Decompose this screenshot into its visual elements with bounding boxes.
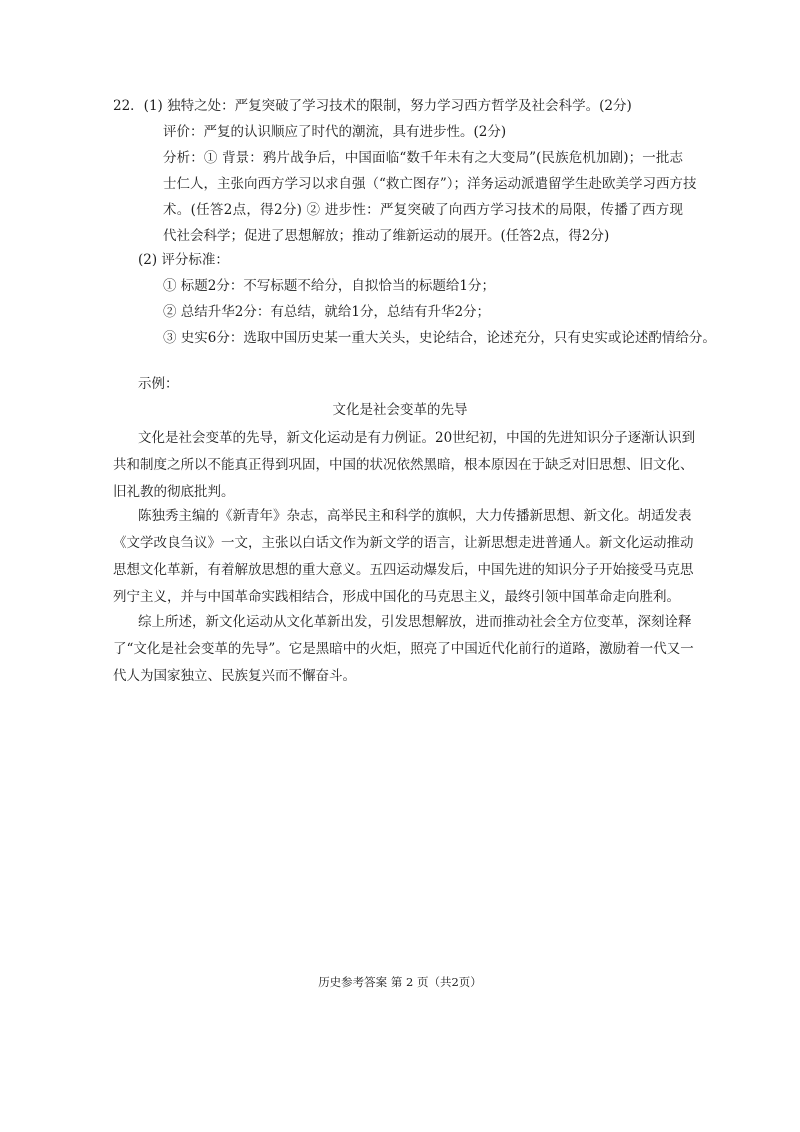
essay-paragraph-line: 代人为国家独立、民族复兴而不懈奋斗。 [113, 668, 356, 684]
analysis-line: 士仁人，主张向西方学习以求自强（“救亡图存”）；洋务运动派遣留学生赴欧美学习西方技 [163, 176, 697, 192]
analysis-line: 术。(任答2点，得2分) ② 进步性：严复突破了向西方学习技术的局限，传播了西方现 [163, 202, 683, 218]
scoring-item: ② 总结升华2分：有总结，就给1分，总结有升华2分； [163, 304, 491, 320]
essay-paragraph-line: 思想文化革新，有着解放思想的重大意义。五四运动爆发后，中国先进的知识分子开始接受马克思 [113, 562, 694, 578]
analysis-line: 分析：① 背景：鸦片战争后，中国面临“数千年未有之大变局”(民族危机加剧)；一批志 [163, 150, 683, 166]
page-footer: 历史参考答案 第 2 页（共2页） [318, 975, 482, 989]
essay-paragraph-line: 了“文化是社会变革的先导”。它是黑暗中的火炬，照亮了中国近代化前行的道路，激励着一代又一 [113, 641, 694, 657]
scoring-heading: (2) 评分标准： [138, 252, 229, 268]
essay-paragraph-line: 文化是社会变革的先导，新文化运动是有力例证。20世纪初，中国的先进知识分子逐渐认识到 [138, 430, 696, 446]
essay-paragraph-line: 列宁主义，并与中国革命实践相结合，形成中国化的马克思主义，最终引领中国革命走向胜利。 [113, 589, 680, 605]
essay-paragraph-line: 《文学改良刍议》一文，主张以白话文作为新文学的语言，让新思想走进普通人。新文化运动推动 [113, 535, 694, 551]
essay-paragraph-line: 旧礼教的彻底批判。 [113, 484, 235, 500]
essay-paragraph-line: 共和制度之所以不能真正得到巩固，中国的状况依然黑暗，根本原因在于缺乏对旧思想、旧文化、 [113, 457, 694, 473]
essay-paragraph-line: 陈独秀主编的《新青年》杂志，高举民主和科学的旗帜，大力传播新思想、新文化。胡适发表 [138, 508, 692, 524]
analysis-line: 代社会科学；促进了思想解放；推动了维新运动的展开。(任答2点，得2分) [163, 228, 610, 244]
essay-title: 文化是社会变革的先导 [332, 402, 468, 418]
example-label: 示例： [138, 376, 179, 392]
scoring-item: ① 标题2分：不写标题不给分，自拟恰当的标题给1分； [163, 278, 495, 294]
q22-part1-line: 22．(1) 独特之处：严复突破了学习技术的限制，努力学习西方哲学及社会科学。(2分) [113, 98, 632, 114]
essay-paragraph-line: 综上所述，新文化运动从文化革新出发，引发思想解放，进而推动社会全方位变革，深刻诠释 [138, 614, 692, 630]
scoring-item: ③ 史实6分：选取中国历史某一重大关头，史论结合，论述充分，只有史实或论述酌情给分。 [163, 330, 716, 346]
evaluation-line: 评价：严复的认识顺应了时代的潮流，具有进步性。(2分) [163, 124, 507, 140]
